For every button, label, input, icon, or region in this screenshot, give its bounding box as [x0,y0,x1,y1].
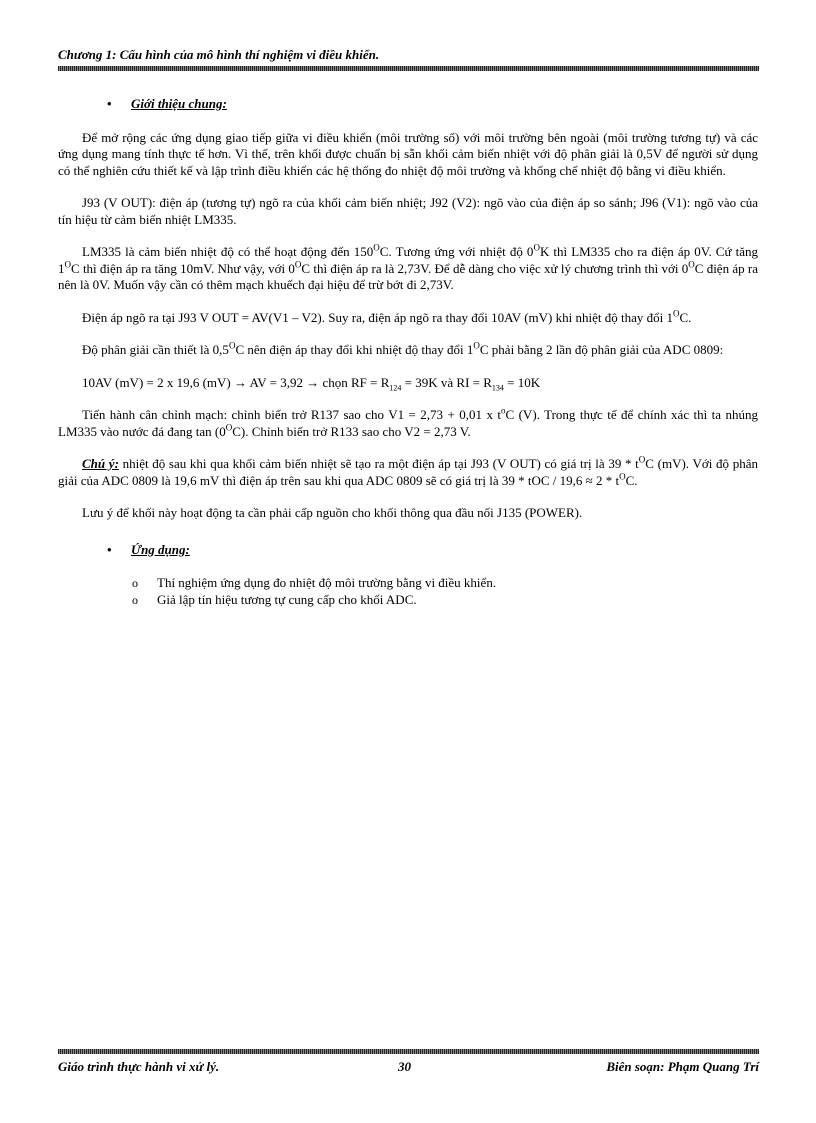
applications-list [58,575,758,608]
list-item [132,592,758,609]
bullet-icon: • [107,541,112,557]
paragraph-resolution: Độ phân giải cần thiết là $0,5^OC$ nên điện áp thay đổi khi nhiệt độ thay đổi $1^OC$ phải bằng 2 lần độ phân giải của ADC 0809: [82,340,724,357]
footer-author: Biên soạn: Phạm Quang Trí [606,1059,759,1074]
list-item-text: Thí nghiệm ứng dụng đo nhiệt độ môi trường bằng vi điều khiển. [157,575,497,590]
bullet-icon: • [107,96,112,111]
paragraph-intro: Để mở rộng các ứng dụng giao tiếp giữa vi điều khiển (môi trường số) với môi trường bên ngoài (môi trường tương tự) và các ứng dụng mang tính thực tế hơn. Vì thế, trên khối được chuẩn bị sẵn khối cảm biến nhiệt với độ phân giải là 0,5V để người sử dụng có thể nghiên cứu thiết kế và lập trình điều khiển các hệ thống đo nhiệt độ môi trường và khống chế nhiệt độ bằng vi điều khiển. [58,129,758,178]
list-item [132,575,758,592]
paragraph-power-note: Lưu ý để khối này hoạt động ta cần phải cấp nguồn cho khối thông qua đầu nối J135 (POWER). [82,505,583,520]
list-item-text: Giả lập tín hiệu tương tự cung cấp cho khối ADC. [157,591,417,607]
section-heading-intro [58,96,758,113]
circle-bullet-icon: o [132,576,138,590]
section-heading-applications [58,542,758,559]
paragraph-gain-formula: 10AV (mV) = 2 x 19,6 (mV) → AV = 3,92 → chọn RF = $R_{124} = 39K$ và RI = $R_{134} = 10K$ [82,374,541,393]
footer-rule [58,1049,759,1054]
page-header-title: Chương 1: Cấu hình của mô hình thí nghiệm vi điều khiển. [58,47,380,62]
note-label: Chú ý: [82,456,119,471]
paragraph-calibration: Tiến hành cân chỉnh mạch: chỉnh biến trở R137 sao cho V1 = 2,73 + 0,01 x $t^oC$ (V). Trong thực tế để chính xác thì ta nhúng LM335 vào nước đá đang $\tan (0^OC)$. Chỉnh biến trở R133 sao cho V2 = 2,73 V. [58,405,758,439]
section-heading-applications-text: Ứng dụng: [131,541,190,557]
paragraph-connectors: J93 (V OUT): điện áp (tương tự) ngõ ra của khối cảm biến nhiệt; J92 (V2): ngõ vào của điện áp so sánh; J96 (V1): ngõ vào của tín hiệu từ cảm biến nhiệt LM335. [58,195,758,227]
page-number: 30 [398,1059,411,1074]
page-footer [58,1059,759,1077]
header-rule [58,66,759,71]
paragraph-output-voltage: Điện áp ngõ ra tại J93 V OUT = AV(V1 – V2). Suy ra, điện áp ngõ ra thay đổi 10AV (mV) khi nhiệt độ thay đổi $1^OC$. [82,308,692,325]
section-heading-intro-text: Giới thiệu chung: [131,96,227,111]
paragraph-note: Chú ý: nhiệt độ sau khi qua khối cảm biến nhiệt sẽ tạo ra một điện áp tại J93 (V OUT) có giá trị là $39 * t^OC$ (mV). Với độ phân giải của ADC 0809 là 19,6 mV thì điện áp trên sau khi qua ADC 0809 sẽ có giá trị là 39 * tOC / $19,6 \approx 2 * t^OC$. [58,454,758,488]
footer-book-title: Giáo trình thực hành vi xử lý. [58,1059,220,1074]
page-content [58,96,758,608]
circle-bullet-icon: o [132,592,138,607]
paragraph-lm335: LM335 là cảm biến nhiệt độ có thể hoạt động đến $150^OC$. Tương ứng với nhiệt độ $0^OK$ thì LM335 cho ra điện áp 0V. Cứ tăng $1^OC$ thì điện áp ra tăng 10mV. Như vậy, với $0^OC$ thì điện áp ra là 2,73V. Để dễ dàng cho việc xử lý chương trình thì với $0^OC$ điện áp ra nên là 0V. Muốn vậy cần có thêm mạch khuếch đại hiệu để trừ bớt đi 2,73V. [58,242,758,292]
